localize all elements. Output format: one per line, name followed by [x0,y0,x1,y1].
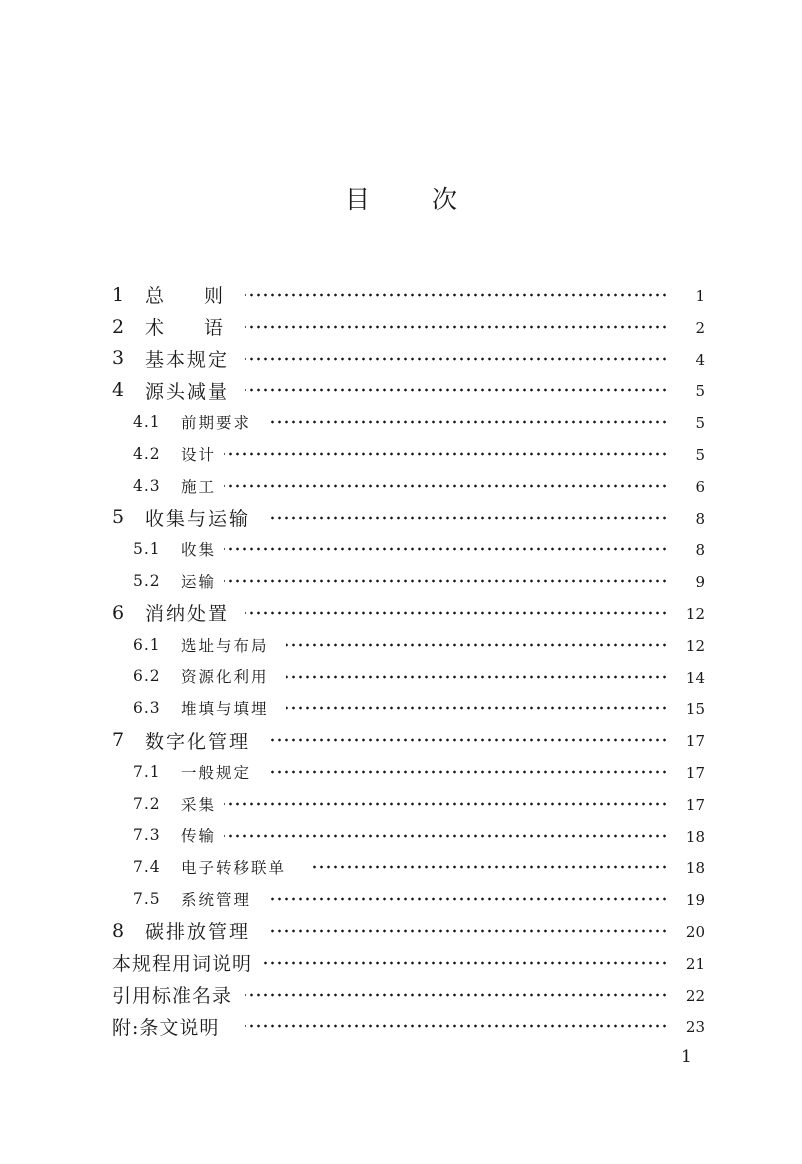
toc-entry-title: 运输 [181,573,217,592]
toc-entry-page: 5 [695,382,705,401]
toc-leader-dots [245,993,668,997]
toc-entry-page: 18 [685,827,705,846]
toc-entry-lead [133,697,269,719]
toc-entry-lead [133,475,216,497]
toc-entry-page: 1 [695,287,705,305]
toc-entry[interactable] [0,724,802,756]
toc-subentry[interactable] [0,533,802,565]
toc-entry-title: 选址与布局 [181,636,269,655]
toc-entry[interactable] [0,311,802,343]
toc-leader-dots [224,802,668,806]
toc-subentry[interactable] [0,565,802,597]
toc-leader-dots [312,865,668,869]
toc-entry-lead [133,761,251,783]
toc-entry-page: 12 [685,604,705,623]
toc-entry-title: 一般规定 [181,763,252,782]
toc-leader-dots [245,388,668,392]
toc-entry-number: 7 [112,729,125,752]
toc-entry-lead [133,634,269,656]
toc-subentry[interactable] [0,470,802,502]
toc-entry-title [145,281,225,308]
toc-entry-title: 引用标准名录 [112,984,233,1007]
toc-entry-number: 6.1 [133,635,161,654]
toc-entry[interactable] [0,947,802,979]
toc-entry-lead [133,665,269,687]
toc-entry-title: 收集 [181,541,217,560]
toc-entry-title: 数字化管理 [145,730,251,753]
toc-subentry[interactable] [0,820,802,852]
toc-entry-title-char: 则 [204,285,226,308]
toc-leader-dots [286,675,668,679]
toc-entry-page: 5 [695,445,705,464]
toc-entry-title: 传输 [181,827,217,846]
toc-entry-lead [112,281,225,308]
toc-leader-dots [268,770,668,774]
toc-entry-number: 7.5 [133,890,161,909]
toc-entry-number: 8 [112,919,125,942]
toc-leader-dots [268,738,668,742]
title-char-2: 次 [432,185,458,214]
toc-entry-title-char: 术 [145,317,167,340]
toc-entry-number: 5.1 [133,540,161,559]
toc-entry-number: 4 [112,379,125,402]
toc-entry-lead [133,856,286,878]
toc-entry-page: 12 [685,636,705,655]
toc-entry-title: 本规程用词说明 [112,953,253,976]
toc-entry-title: 电子转移联单 [181,859,287,878]
toc-entry-lead [133,538,216,560]
toc-entry-title: 源头减量 [145,380,230,403]
toc-subentry[interactable] [0,406,802,438]
toc-entry-title: 资源化利用 [181,668,269,687]
toc-entry-page: 17 [685,795,705,814]
toc-entry-title-char: 总 [145,285,167,308]
toc-subentry[interactable] [0,661,802,693]
toc-entry-page: 21 [685,954,705,973]
toc-leader-dots [286,706,668,710]
toc-entry-number: 7.4 [133,858,161,877]
toc-entry-title: 采集 [181,795,217,814]
toc-entry-lead [133,411,251,433]
page-number: 1 [681,1047,692,1067]
toc-entry-page: 15 [685,700,705,719]
toc-entry-title-char: 语 [204,317,226,340]
toc-leader-dots [224,579,668,583]
toc-entry-lead [112,599,229,626]
toc-entry-number: 6 [112,601,125,624]
toc-entry[interactable] [0,1010,802,1042]
toc-entry-number: 4.1 [133,413,161,432]
toc-entry-page: 8 [695,509,705,528]
toc-entry-page: 2 [695,318,705,337]
toc-entry-lead [112,981,232,1008]
toc-entry-title: 施工 [181,477,217,496]
toc-leader-dots [268,929,668,933]
table-of-contents [0,279,802,1042]
toc-leader-dots [224,834,668,838]
toc-entry-title: 前期要求 [181,414,252,433]
toc-subentry[interactable] [0,851,802,883]
toc-leader-dots [268,897,668,901]
toc-leader-dots [245,293,668,297]
toc-entry-page: 20 [685,922,705,941]
toc-entry[interactable] [0,979,802,1011]
toc-entry-page: 5 [695,414,705,433]
toc-entry-page: 6 [695,477,705,496]
toc-entry-number: 5.2 [133,572,161,591]
toc-leader-dots [262,961,668,965]
toc-entry-number: 7.2 [133,794,161,813]
toc-entry-page: 9 [695,573,705,592]
toc-entry-page: 8 [695,541,705,560]
toc-entry-number: 4.2 [133,444,161,463]
toc-leader-dots [245,1024,668,1028]
toc-entry-page: 4 [695,350,705,369]
toc-entry-lead [112,504,250,531]
toc-entry-number: 1 [112,283,125,306]
toc-entry[interactable] [0,502,802,534]
toc-entry-lead [112,313,225,340]
toc-leader-dots [224,547,668,551]
toc-entry-number: 7.1 [133,762,161,781]
toc-leader-dots [245,357,668,361]
toc-entry[interactable] [0,597,802,629]
toc-entry-lead [133,793,216,815]
toc-entry-lead [112,727,250,754]
toc-entry-lead [112,345,229,372]
toc-subentry[interactable] [0,788,802,820]
toc-entry-lead [133,888,251,910]
toc-leader-dots [268,516,668,520]
toc-entry-number: 6.2 [133,667,161,686]
toc-entry-lead [112,917,250,944]
toc-entry-page: 18 [685,859,705,878]
toc-entry-number: 2 [112,315,125,338]
toc-subentry[interactable] [0,756,802,788]
toc-entry-page: 14 [685,668,705,687]
toc-entry-title: 消纳处置 [145,603,230,626]
toc-entry-title: 基本规定 [145,348,230,371]
toc-entry-page: 19 [685,891,705,910]
toc-entry-title: 碳排放管理 [145,921,251,944]
toc-leader-dots [286,643,668,647]
toc-entry-title: 设计 [181,445,217,464]
toc-entry-page: 23 [685,1018,705,1037]
toc-entry-page: 17 [685,763,705,782]
toc-entry-lead [112,1013,219,1040]
toc-entry-number: 6.3 [133,699,161,718]
toc-leader-dots [268,420,668,424]
toc-entry-lead [133,570,216,592]
toc-entry-lead [112,949,252,976]
toc-subentry[interactable] [0,883,802,915]
toc-entry-title: 收集与运输 [145,507,251,530]
toc-entry-number: 3 [112,347,125,370]
toc-entry[interactable] [0,915,802,947]
toc-entry-number: 7.3 [133,826,161,845]
toc-leader-dots [224,452,668,456]
page-title [0,180,802,216]
toc-leader-dots [245,611,668,615]
toc-entry[interactable] [0,374,802,406]
toc-entry-title [145,313,225,340]
toc-entry-number: 4.3 [133,476,161,495]
toc-entry-title: 系统管理 [181,891,252,910]
toc-entry-number: 5 [112,506,125,529]
toc-subentry[interactable] [0,438,802,470]
toc-entry[interactable] [0,343,802,375]
toc-entry-lead [133,824,216,846]
toc-entry-page: 17 [685,732,705,751]
toc-entry-lead [112,377,229,404]
toc-leader-dots [224,484,668,488]
toc-entry-page: 22 [685,986,705,1005]
title-char-1: 目 [344,185,370,214]
toc-entry-lead [133,443,216,465]
toc-subentry[interactable] [0,629,802,661]
toc-entry[interactable] [0,279,802,311]
toc-entry-title: 堆填与填埋 [181,700,269,719]
toc-subentry[interactable] [0,692,802,724]
toc-entry-title: 附:条文说明 [112,1016,220,1039]
toc-leader-dots [245,325,668,329]
